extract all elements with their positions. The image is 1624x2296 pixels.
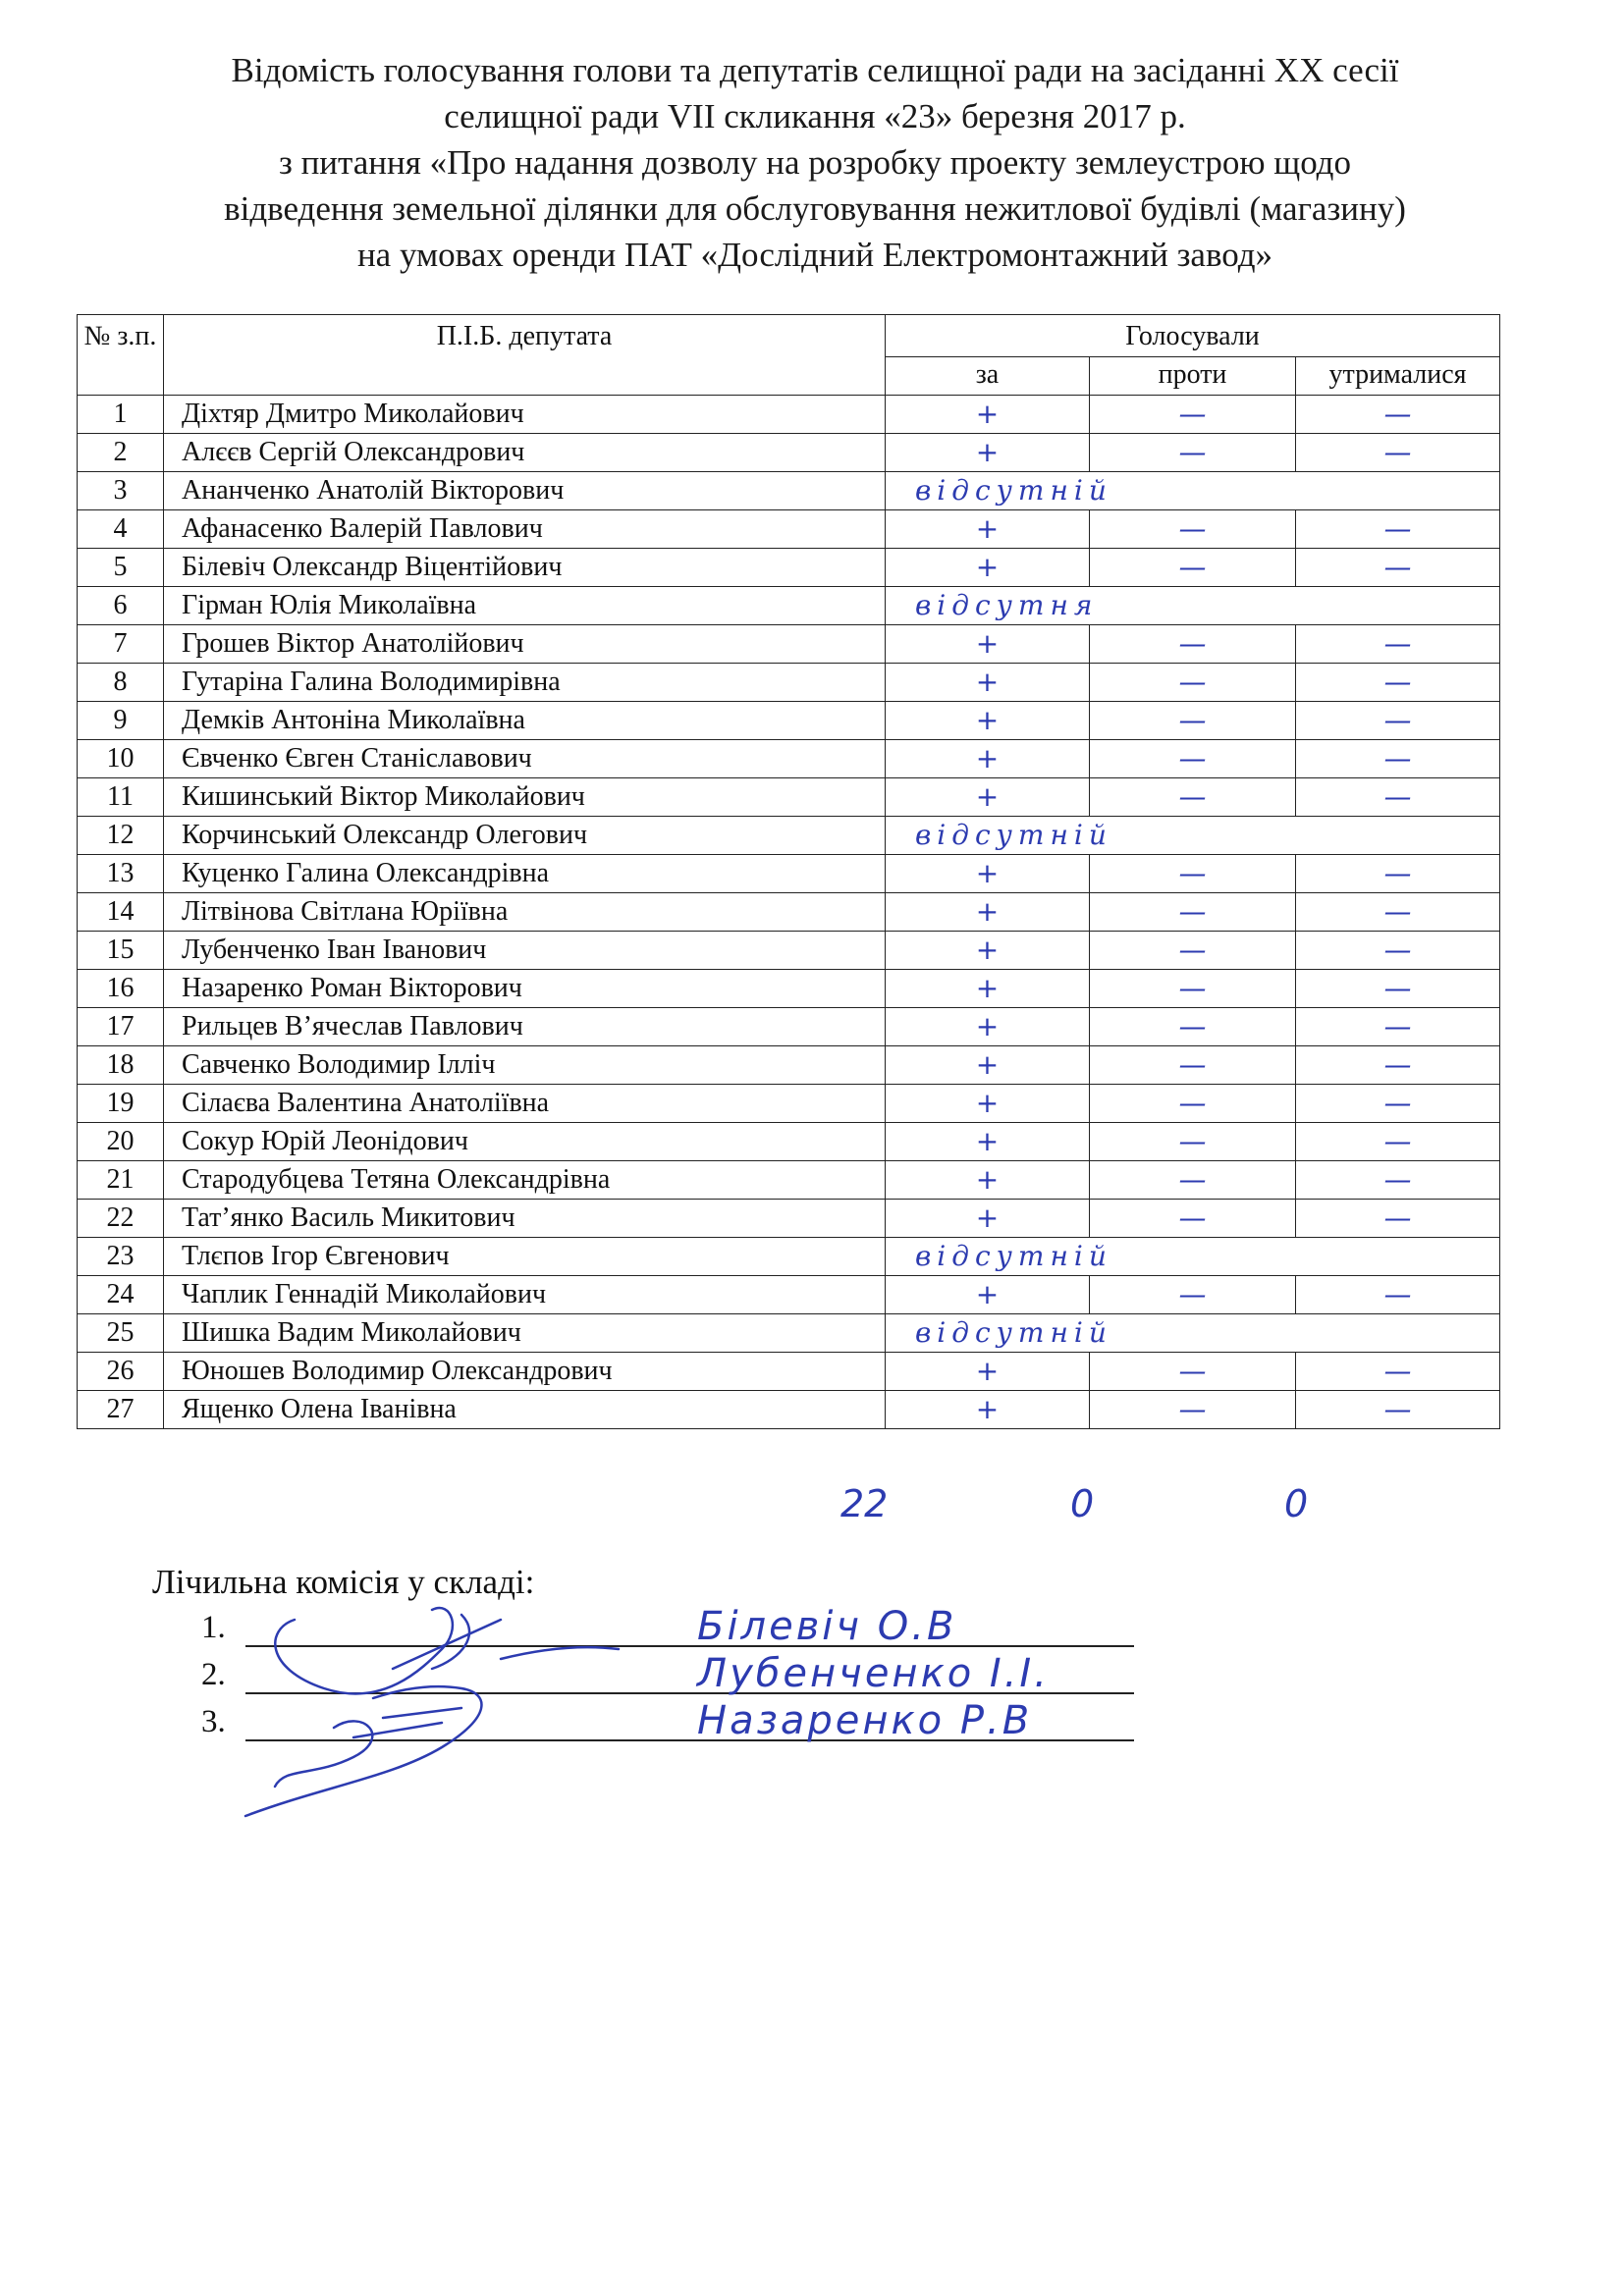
table-row — [78, 970, 1500, 1008]
member-name: Білевіч О.В — [697, 1604, 957, 1649]
table-row — [78, 1046, 1500, 1085]
deputy-name: Юношев Володимир Олександрович — [164, 1353, 886, 1391]
row-number: 1 — [78, 396, 164, 434]
vote-against: — — [1090, 740, 1296, 778]
header-number — [78, 315, 164, 396]
vote-for: + — [886, 970, 1090, 1008]
row-number: 24 — [78, 1276, 164, 1314]
deputy-name: Афанасенко Валерій Павлович — [164, 510, 886, 549]
deputy-name: Гірман Юлія Миколаївна — [164, 587, 886, 625]
deputy-name: Рильцев В’ячеслав Павлович — [164, 1008, 886, 1046]
vote-for: + — [886, 664, 1090, 702]
vote-against: — — [1090, 1200, 1296, 1238]
table-row — [78, 855, 1500, 893]
header-line-3: з питання «Про надання дозволу на розробку проекту землеустрою щодо — [279, 143, 1351, 182]
vote-against: — — [1090, 970, 1296, 1008]
table-row — [78, 625, 1500, 664]
vote-against: — — [1090, 855, 1296, 893]
header-for: за — [886, 357, 1090, 396]
deputy-name: Чаплик Геннадій Миколайович — [164, 1276, 886, 1314]
vote-against: — — [1090, 702, 1296, 740]
vote-abstained: — — [1296, 549, 1500, 587]
row-number: 14 — [78, 893, 164, 932]
vote-against: — — [1090, 893, 1296, 932]
deputy-name: Лубенченко Іван Іванович — [164, 932, 886, 970]
vote-abstained: — — [1296, 855, 1500, 893]
vote-against: — — [1090, 549, 1296, 587]
member-number: 1. — [201, 1610, 226, 1645]
table-row — [78, 1238, 1500, 1276]
table-row — [78, 893, 1500, 932]
absent-mark: відсутній — [886, 1238, 1500, 1276]
table-row — [78, 1123, 1500, 1161]
vote-abstained: — — [1296, 1123, 1500, 1161]
vote-for: + — [886, 1008, 1090, 1046]
row-number: 8 — [78, 664, 164, 702]
row-number: 26 — [78, 1353, 164, 1391]
vote-abstained: — — [1296, 1391, 1500, 1429]
deputy-name: Кишинський Віктор Миколайович — [164, 778, 886, 817]
row-number: 13 — [78, 855, 164, 893]
vote-for: + — [886, 1200, 1090, 1238]
vote-abstained: — — [1296, 778, 1500, 817]
vote-abstained: — — [1296, 1161, 1500, 1200]
row-number: 10 — [78, 740, 164, 778]
row-number: 11 — [78, 778, 164, 817]
header-name — [164, 315, 886, 396]
row-number: 18 — [78, 1046, 164, 1085]
total-against: 0 — [1070, 1482, 1095, 1525]
row-number: 12 — [78, 817, 164, 855]
deputy-name: Сокур Юрій Леонідович — [164, 1123, 886, 1161]
member-number: 2. — [201, 1657, 226, 1692]
vote-abstained: — — [1296, 893, 1500, 932]
row-number: 19 — [78, 1085, 164, 1123]
row-number: 22 — [78, 1200, 164, 1238]
vote-for: + — [886, 1391, 1090, 1429]
table-row — [78, 1276, 1500, 1314]
table-row — [78, 396, 1500, 434]
vote-for: + — [886, 1046, 1090, 1085]
vote-for: + — [886, 893, 1090, 932]
table-row — [78, 1008, 1500, 1046]
row-number: 2 — [78, 434, 164, 472]
deputy-name: Савченко Володимир Ілліч — [164, 1046, 886, 1085]
totals-row — [0, 1482, 1624, 1531]
vote-against: — — [1090, 778, 1296, 817]
vote-against: — — [1090, 1085, 1296, 1123]
vote-for: + — [886, 625, 1090, 664]
vote-for: + — [886, 932, 1090, 970]
deputy-name: Грошев Віктор Анатолійович — [164, 625, 886, 664]
table-row — [78, 549, 1500, 587]
vote-abstained: — — [1296, 664, 1500, 702]
row-number: 17 — [78, 1008, 164, 1046]
deputy-name: Тат’янко Василь Микитович — [164, 1200, 886, 1238]
row-number: 25 — [78, 1314, 164, 1353]
table-row — [78, 434, 1500, 472]
absent-mark: відсутній — [886, 817, 1500, 855]
table-row — [78, 587, 1500, 625]
header-abstained: утрималися — [1296, 357, 1500, 396]
table-row — [78, 472, 1500, 510]
vote-against: — — [1090, 1008, 1296, 1046]
vote-abstained: — — [1296, 932, 1500, 970]
table-row — [78, 740, 1500, 778]
vote-against: — — [1090, 1391, 1296, 1429]
deputy-name: Ященко Олена Іванівна — [164, 1391, 886, 1429]
header-line-1: Відомість голосування голови та депутатів селищної ради на засіданні XX сесії — [231, 51, 1399, 89]
vote-abstained: — — [1296, 702, 1500, 740]
member-name: Назаренко Р.В — [697, 1698, 1033, 1743]
deputy-name: Демків Антоніна Миколаївна — [164, 702, 886, 740]
vote-for: + — [886, 778, 1090, 817]
vote-against: — — [1090, 1276, 1296, 1314]
absent-mark: відсутня — [886, 587, 1500, 625]
table-row — [78, 817, 1500, 855]
vote-for: + — [886, 396, 1090, 434]
deputy-name: Діхтяр Дмитро Миколайович — [164, 396, 886, 434]
vote-for: + — [886, 1276, 1090, 1314]
header-against: проти — [1090, 357, 1296, 396]
deputy-name: Шишка Вадим Миколайович — [164, 1314, 886, 1353]
table-row — [78, 1391, 1500, 1429]
vote-for: + — [886, 855, 1090, 893]
vote-against: — — [1090, 932, 1296, 970]
vote-for: + — [886, 740, 1090, 778]
vote-abstained: — — [1296, 1276, 1500, 1314]
header-name-label: П.І.Б. депутата — [436, 321, 613, 351]
header-line-2: селищної ради VII скликання «23» березня 2017 р. — [444, 97, 1186, 135]
table-row — [78, 1314, 1500, 1353]
table-row — [78, 702, 1500, 740]
deputy-name: Стародубцева Тетяна Олександрівна — [164, 1161, 886, 1200]
deputy-name: Ананченко Анатолій Вікторович — [164, 472, 886, 510]
row-number: 6 — [78, 587, 164, 625]
row-number: 27 — [78, 1391, 164, 1429]
deputy-name: Сілаєва Валентина Анатоліївна — [164, 1085, 886, 1123]
voting-rows — [78, 396, 1500, 1429]
vote-abstained: — — [1296, 1085, 1500, 1123]
row-number: 7 — [78, 625, 164, 664]
table-row — [78, 1161, 1500, 1200]
table-row — [78, 932, 1500, 970]
vote-abstained: — — [1296, 740, 1500, 778]
table-row — [78, 664, 1500, 702]
vote-for: + — [886, 434, 1090, 472]
vote-for: + — [886, 702, 1090, 740]
vote-against: — — [1090, 664, 1296, 702]
vote-for: + — [886, 1161, 1090, 1200]
vote-for: + — [886, 1123, 1090, 1161]
member-number: 3. — [201, 1704, 226, 1739]
vote-for: + — [886, 1353, 1090, 1391]
vote-abstained: — — [1296, 970, 1500, 1008]
row-number: 23 — [78, 1238, 164, 1276]
document-header — [108, 47, 1522, 278]
vote-for: + — [886, 510, 1090, 549]
table-row — [78, 1200, 1500, 1238]
absent-mark: відсутній — [886, 472, 1500, 510]
vote-abstained: — — [1296, 396, 1500, 434]
deputy-name: Куценко Галина Олександрівна — [164, 855, 886, 893]
table-row — [78, 1085, 1500, 1123]
handwritten-signatures — [206, 1590, 717, 1845]
vote-abstained: — — [1296, 510, 1500, 549]
row-number: 4 — [78, 510, 164, 549]
vote-abstained: — — [1296, 625, 1500, 664]
deputy-name: Назаренко Роман Вікторович — [164, 970, 886, 1008]
vote-against: — — [1090, 1123, 1296, 1161]
header-voted — [886, 315, 1500, 357]
row-number: 9 — [78, 702, 164, 740]
vote-abstained: — — [1296, 1200, 1500, 1238]
row-number: 5 — [78, 549, 164, 587]
row-number: 21 — [78, 1161, 164, 1200]
vote-against: — — [1090, 396, 1296, 434]
vote-for: + — [886, 549, 1090, 587]
vote-against: — — [1090, 434, 1296, 472]
vote-abstained: — — [1296, 434, 1500, 472]
vote-abstained: — — [1296, 1353, 1500, 1391]
absent-mark: відсутній — [886, 1314, 1500, 1353]
vote-against: — — [1090, 625, 1296, 664]
deputy-name: Гутаріна Галина Володимирівна — [164, 664, 886, 702]
row-number: 20 — [78, 1123, 164, 1161]
member-name: Лубенченко І.І. — [697, 1651, 1050, 1696]
vote-against: — — [1090, 1046, 1296, 1085]
total-for: 22 — [840, 1482, 889, 1525]
deputy-name: Корчинський Олександр Олегович — [164, 817, 886, 855]
table-row — [78, 1353, 1500, 1391]
vote-abstained: — — [1296, 1046, 1500, 1085]
vote-against: — — [1090, 1161, 1296, 1200]
header-line-4: відведення земельної ділянки для обслуговування нежитлової будівлі (магазину) — [224, 189, 1406, 228]
row-number: 3 — [78, 472, 164, 510]
deputy-name: Літвінова Світлана Юріївна — [164, 893, 886, 932]
deputy-name: Євченко Євген Станіславович — [164, 740, 886, 778]
vote-abstained: — — [1296, 1008, 1500, 1046]
deputy-name: Тлєпов Ігор Євгенович — [164, 1238, 886, 1276]
total-abstained: 0 — [1284, 1482, 1309, 1525]
table-row — [78, 778, 1500, 817]
vote-against: — — [1090, 510, 1296, 549]
commission-title: Лічильна комісія у складі: — [152, 1563, 535, 1601]
header-voted-label: Голосували — [1125, 321, 1260, 351]
vote-against: — — [1090, 1353, 1296, 1391]
vote-for: + — [886, 1085, 1090, 1123]
voting-table — [77, 314, 1500, 1429]
header-number-label: № з.п. — [83, 321, 157, 351]
row-number: 15 — [78, 932, 164, 970]
table-row — [78, 510, 1500, 549]
deputy-name: Алєєв Сергій Олександрович — [164, 434, 886, 472]
deputy-name: Білевіч Олександр Віцентійович — [164, 549, 886, 587]
row-number: 16 — [78, 970, 164, 1008]
header-line-5: на умовах оренди ПАТ «Дослідний Електромонтажний завод» — [356, 236, 1273, 274]
